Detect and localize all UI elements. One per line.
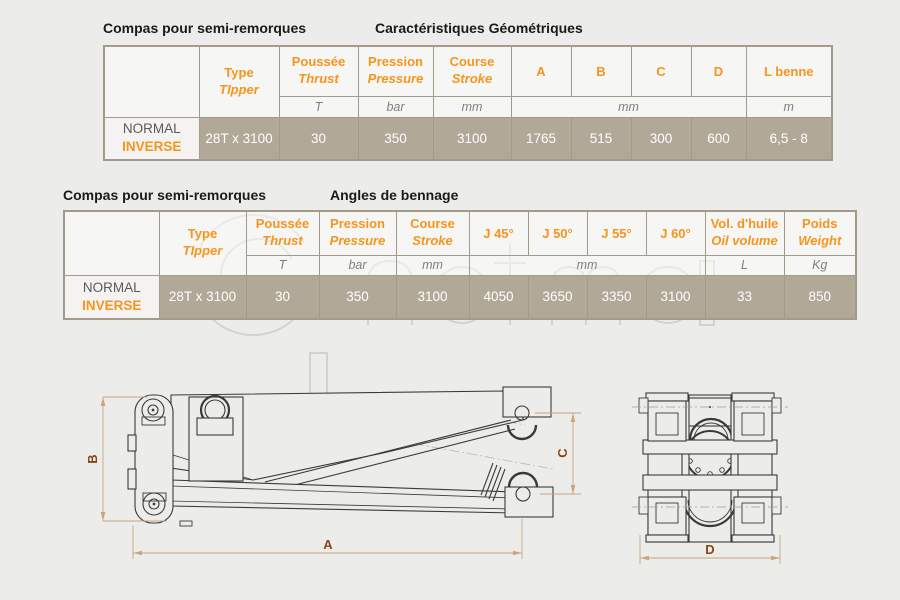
table2-caption-left: Compas pour semi-remorques — [63, 187, 267, 203]
col-header-c: C — [631, 46, 691, 96]
dim-label-b: B — [85, 454, 100, 464]
cell-thrust: 30 — [279, 117, 358, 160]
front-view-drawing — [630, 385, 790, 575]
col-header-j55: J 55° — [587, 211, 646, 255]
cell-thrust: 30 — [246, 275, 319, 319]
side-view-drawing — [85, 373, 585, 588]
cell-j60: 3100 — [646, 275, 705, 319]
table-tipping-angles — [63, 210, 857, 320]
cell-l-benne: 6,5 - 8 — [746, 117, 832, 160]
unit-weight: Kg — [784, 255, 856, 275]
type-label-fr: Type — [224, 64, 254, 80]
col-header-b: B — [571, 46, 631, 96]
col-header-d: D — [691, 46, 746, 96]
cell-pressure: 350 — [319, 275, 396, 319]
cell-pressure: 350 — [358, 117, 433, 160]
cell-c: 300 — [631, 117, 691, 160]
unit-thrust: T — [246, 255, 319, 275]
unit-j: mm — [469, 255, 705, 275]
cell-type: 28T x 3100 — [159, 275, 246, 319]
row-label-cell: NORMAL INVERSE — [64, 275, 159, 319]
col-header-j60: J 60° — [646, 211, 705, 255]
cell-j50: 3650 — [528, 275, 587, 319]
table1-caption-left: Compas pour semi-remorques — [103, 20, 307, 36]
col-header-thrust: Poussée Thrust — [246, 211, 319, 255]
mechanism-outline — [639, 393, 781, 542]
unit-stroke: mm — [396, 255, 469, 275]
corner-empty-cell — [104, 46, 199, 117]
col-header-weight: Poids Weight — [784, 211, 856, 255]
col-header-thrust: Poussée Thrust — [279, 46, 358, 96]
col-header-type — [199, 46, 279, 117]
unit-stroke: mm — [433, 96, 511, 117]
cell-d: 600 — [691, 117, 746, 160]
col-header-j50: J 50° — [528, 211, 587, 255]
col-header-stroke: Course Stroke — [396, 211, 469, 255]
unit-l-benne: m — [746, 96, 832, 117]
unit-thrust: T — [279, 96, 358, 117]
type-label-en: TIpper — [219, 81, 259, 97]
col-header-oil-volume: Vol. d'huile Oil volume — [705, 211, 784, 255]
corner-empty-cell — [64, 211, 159, 275]
cell-j45: 4050 — [469, 275, 528, 319]
col-header-type: Type TIpper — [159, 211, 246, 275]
table2-caption-right: Angles de bennage — [330, 187, 459, 203]
cell-oil-volume: 33 — [705, 275, 784, 319]
cell-stroke: 3100 — [396, 275, 469, 319]
col-header-stroke: Course Stroke — [433, 46, 511, 96]
cell-a: 1765 — [511, 117, 571, 160]
col-header-a: A — [511, 46, 571, 96]
unit-oil: L — [705, 255, 784, 275]
col-header-pressure: Pression Pressure — [358, 46, 433, 96]
inverse-label: INVERSE — [122, 139, 182, 155]
cell-weight: 850 — [784, 275, 856, 319]
dim-label-d: D — [705, 542, 715, 557]
cell-type: 28T x 3100 — [199, 117, 279, 160]
row-label-cell — [104, 117, 199, 160]
mechanism-outline — [128, 387, 553, 526]
col-header-l-benne: L benne — [746, 46, 832, 96]
table1-caption-right: Caractéristiques Géométriques — [375, 20, 583, 36]
cell-stroke: 3100 — [433, 117, 511, 160]
col-header-j45: J 45° — [469, 211, 528, 255]
cell-b: 515 — [571, 117, 631, 160]
table-geometric-characteristics — [103, 45, 833, 161]
dim-label-a: A — [323, 537, 333, 552]
col-header-pressure: Pression Pressure — [319, 211, 396, 255]
unit-pressure: bar — [358, 96, 433, 117]
normal-label: NORMAL — [122, 121, 181, 137]
unit-abcd: mm — [511, 96, 746, 117]
unit-pressure: bar — [319, 255, 396, 275]
dim-label-c: C — [555, 448, 570, 458]
cell-j55: 3350 — [587, 275, 646, 319]
